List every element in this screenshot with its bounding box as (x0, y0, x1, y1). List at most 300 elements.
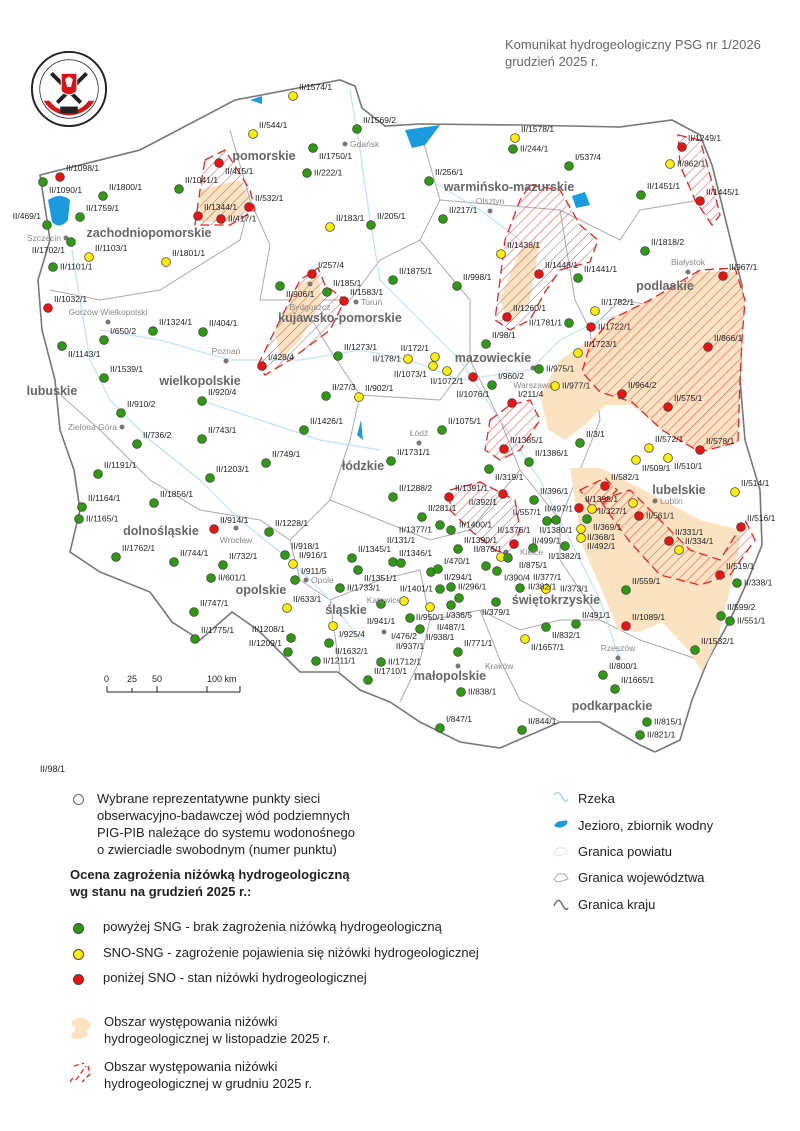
point-marker-green-icon[interactable] (574, 274, 583, 283)
point-marker-green-icon[interactable] (336, 584, 345, 593)
monitoring-point[interactable] (325, 639, 334, 648)
point-marker-green-icon[interactable] (94, 470, 103, 479)
point-marker-green-icon[interactable] (447, 583, 456, 592)
point-marker-red-icon[interactable] (601, 482, 610, 491)
point-marker-red-icon[interactable] (618, 390, 627, 399)
monitoring-point[interactable] (389, 558, 398, 567)
point-marker-green-icon[interactable] (354, 566, 363, 575)
monitoring-point[interactable] (445, 493, 454, 502)
point-marker-green-icon[interactable] (175, 185, 184, 194)
monitoring-point[interactable] (455, 594, 464, 603)
point-marker-yellow-icon[interactable] (283, 604, 292, 613)
point-marker-green-icon[interactable] (516, 584, 525, 593)
point-marker-yellow-icon[interactable] (289, 92, 298, 101)
point-marker-red-icon[interactable] (635, 512, 644, 521)
monitoring-point[interactable] (367, 221, 376, 230)
point-marker-yellow-icon[interactable] (666, 160, 675, 169)
point-marker-red-icon[interactable] (508, 399, 517, 408)
point-marker-red-icon[interactable] (308, 270, 317, 279)
monitoring-point[interactable] (436, 521, 445, 530)
point-marker-green-icon[interactable] (149, 327, 158, 336)
point-marker-red-icon[interactable] (587, 323, 596, 332)
monitoring-point[interactable] (576, 439, 585, 448)
point-marker-red-icon[interactable] (499, 490, 508, 499)
point-marker-red-icon[interactable] (445, 493, 454, 502)
point-marker-green-icon[interactable] (611, 685, 620, 694)
monitoring-point[interactable] (542, 623, 551, 632)
point-marker-green-icon[interactable] (733, 579, 742, 588)
monitoring-point[interactable] (454, 545, 463, 554)
point-marker-green-icon[interactable] (691, 646, 700, 655)
point-marker-red-icon[interactable] (245, 203, 254, 212)
monitoring-point[interactable] (85, 253, 94, 262)
monitoring-point[interactable] (453, 282, 462, 291)
monitoring-point[interactable] (641, 247, 650, 256)
monitoring-point[interactable] (611, 685, 620, 694)
point-marker-green-icon[interactable] (389, 558, 398, 567)
point-marker-green-icon[interactable] (389, 276, 398, 285)
point-marker-green-icon[interactable] (133, 440, 142, 449)
point-marker-red-icon[interactable] (696, 446, 705, 455)
monitoring-point[interactable] (284, 648, 293, 657)
monitoring-point[interactable] (308, 270, 317, 279)
point-marker-green-icon[interactable] (291, 576, 300, 585)
point-marker-green-icon[interactable] (322, 392, 331, 401)
monitoring-point[interactable] (406, 614, 415, 623)
point-marker-green-icon[interactable] (39, 178, 48, 187)
monitoring-point[interactable] (191, 635, 200, 644)
monitoring-point[interactable] (397, 559, 406, 568)
monitoring-point[interactable] (726, 617, 735, 626)
monitoring-point[interactable] (404, 355, 413, 364)
monitoring-point[interactable] (175, 185, 184, 194)
monitoring-point[interactable] (457, 688, 466, 697)
point-marker-green-icon[interactable] (265, 528, 274, 537)
point-marker-green-icon[interactable] (643, 718, 652, 727)
point-marker-green-icon[interactable] (276, 282, 285, 291)
monitoring-point[interactable] (112, 553, 121, 562)
monitoring-point[interactable] (665, 537, 674, 546)
monitoring-point[interactable] (530, 496, 539, 505)
monitoring-point[interactable] (355, 393, 364, 402)
monitoring-point[interactable] (194, 212, 203, 221)
point-marker-green-icon[interactable] (434, 565, 443, 574)
point-marker-green-icon[interactable] (561, 542, 570, 551)
point-marker-red-icon[interactable] (503, 313, 512, 322)
point-marker-green-icon[interactable] (198, 397, 207, 406)
monitoring-point[interactable] (219, 561, 228, 570)
point-marker-green-icon[interactable] (262, 459, 271, 468)
monitoring-point[interactable] (117, 409, 126, 418)
point-marker-red-icon[interactable] (622, 622, 631, 631)
monitoring-point[interactable] (436, 724, 445, 733)
point-marker-green-icon[interactable] (530, 496, 539, 505)
monitoring-point[interactable] (149, 327, 158, 336)
monitoring-point[interactable] (336, 584, 345, 593)
point-marker-red-icon[interactable] (469, 373, 478, 382)
point-marker-yellow-icon[interactable] (249, 130, 258, 139)
point-marker-green-icon[interactable] (199, 328, 208, 337)
point-marker-red-icon[interactable] (56, 173, 65, 182)
monitoring-point[interactable] (249, 130, 258, 139)
point-marker-yellow-icon[interactable] (577, 534, 586, 543)
monitoring-point[interactable] (664, 454, 673, 463)
point-marker-red-icon[interactable] (217, 215, 226, 224)
monitoring-point[interactable] (643, 718, 652, 727)
point-marker-green-icon[interactable] (323, 288, 332, 297)
monitoring-point[interactable] (276, 282, 285, 291)
monitoring-point[interactable] (245, 203, 254, 212)
monitoring-point[interactable] (291, 576, 300, 585)
monitoring-point[interactable] (67, 238, 76, 247)
point-marker-green-icon[interactable] (206, 474, 215, 483)
point-marker-green-icon[interactable] (219, 561, 228, 570)
monitoring-point[interactable] (704, 343, 713, 352)
point-marker-red-icon[interactable] (535, 270, 544, 279)
point-marker-green-icon[interactable] (637, 191, 646, 200)
monitoring-point[interactable] (389, 276, 398, 285)
point-marker-green-icon[interactable] (207, 574, 216, 583)
monitoring-point[interactable] (629, 499, 638, 508)
point-marker-red-icon[interactable] (575, 504, 584, 513)
monitoring-point[interactable] (439, 215, 448, 224)
point-marker-red-icon[interactable] (258, 362, 267, 371)
monitoring-point[interactable] (516, 584, 525, 593)
monitoring-point[interactable] (500, 445, 509, 454)
monitoring-point[interactable] (289, 92, 298, 101)
point-marker-green-icon[interactable] (170, 558, 179, 567)
point-marker-yellow-icon[interactable] (162, 258, 171, 267)
monitoring-point[interactable] (510, 540, 519, 549)
monitoring-point[interactable] (716, 571, 725, 580)
monitoring-point[interactable] (504, 554, 513, 563)
point-marker-red-icon[interactable] (340, 297, 349, 306)
point-marker-green-icon[interactable] (364, 676, 373, 685)
point-marker-green-icon[interactable] (525, 458, 534, 467)
monitoring-point[interactable] (696, 446, 705, 455)
point-marker-yellow-icon[interactable] (404, 355, 413, 364)
point-marker-green-icon[interactable] (76, 213, 85, 222)
monitoring-point[interactable] (632, 456, 641, 465)
monitoring-point[interactable] (493, 567, 502, 576)
point-marker-yellow-icon[interactable] (511, 134, 520, 143)
point-marker-green-icon[interactable] (100, 336, 109, 345)
monitoring-point[interactable] (574, 349, 583, 358)
point-marker-green-icon[interactable] (447, 526, 456, 535)
monitoring-point[interactable] (447, 601, 456, 610)
monitoring-point[interactable] (322, 392, 331, 401)
monitoring-point[interactable] (162, 258, 171, 267)
monitoring-point[interactable] (443, 367, 452, 376)
monitoring-point[interactable] (482, 562, 491, 571)
point-marker-green-icon[interactable] (583, 515, 592, 524)
point-marker-green-icon[interactable] (518, 726, 527, 735)
monitoring-point[interactable] (100, 374, 109, 383)
point-marker-yellow-icon[interactable] (645, 444, 654, 453)
monitoring-point[interactable] (666, 160, 675, 169)
monitoring-point[interactable] (438, 426, 447, 435)
monitoring-point[interactable] (43, 221, 52, 230)
monitoring-point[interactable] (577, 534, 586, 543)
point-marker-green-icon[interactable] (78, 503, 87, 512)
point-marker-green-icon[interactable] (439, 215, 448, 224)
monitoring-point[interactable] (348, 554, 357, 563)
monitoring-point[interactable] (49, 263, 58, 272)
point-marker-green-icon[interactable] (436, 724, 445, 733)
monitoring-point[interactable] (731, 488, 740, 497)
point-marker-green-icon[interactable] (454, 545, 463, 554)
monitoring-point[interactable] (58, 342, 67, 351)
monitoring-point[interactable] (265, 528, 274, 537)
point-marker-red-icon[interactable] (716, 571, 725, 580)
monitoring-point[interactable] (283, 604, 292, 613)
monitoring-point[interactable] (258, 362, 267, 371)
point-marker-green-icon[interactable] (281, 551, 290, 560)
monitoring-point[interactable] (719, 272, 728, 281)
point-marker-green-icon[interactable] (599, 671, 608, 680)
point-marker-red-icon[interactable] (704, 343, 713, 352)
monitoring-point[interactable] (217, 215, 226, 224)
monitoring-point[interactable] (287, 634, 296, 643)
point-marker-green-icon[interactable] (436, 585, 445, 594)
point-marker-green-icon[interactable] (353, 125, 362, 134)
point-marker-green-icon[interactable] (565, 319, 574, 328)
monitoring-point[interactable] (300, 426, 309, 435)
point-marker-green-icon[interactable] (457, 688, 466, 697)
point-marker-yellow-icon[interactable] (629, 499, 638, 508)
point-marker-green-icon[interactable] (622, 586, 631, 595)
monitoring-point[interactable] (561, 542, 570, 551)
point-marker-green-icon[interactable] (389, 493, 398, 502)
point-marker-green-icon[interactable] (436, 521, 445, 530)
monitoring-point[interactable] (429, 362, 438, 371)
point-marker-green-icon[interactable] (565, 162, 574, 171)
point-marker-green-icon[interactable] (100, 374, 109, 383)
point-marker-yellow-icon[interactable] (675, 546, 684, 555)
monitoring-point[interactable] (99, 192, 108, 201)
point-marker-yellow-icon[interactable] (355, 393, 364, 402)
point-marker-green-icon[interactable] (535, 365, 544, 374)
monitoring-point[interactable] (389, 493, 398, 502)
monitoring-point[interactable] (565, 162, 574, 171)
monitoring-point[interactable] (326, 223, 335, 232)
point-marker-green-icon[interactable] (300, 426, 309, 435)
monitoring-point[interactable] (334, 352, 343, 361)
monitoring-point[interactable] (436, 585, 445, 594)
point-marker-green-icon[interactable] (58, 342, 67, 351)
point-marker-yellow-icon[interactable] (664, 454, 673, 463)
monitoring-point[interactable] (39, 178, 48, 187)
point-marker-red-icon[interactable] (510, 540, 519, 549)
monitoring-point[interactable] (150, 499, 159, 508)
monitoring-point[interactable] (525, 458, 534, 467)
point-marker-yellow-icon[interactable] (577, 525, 586, 534)
point-marker-yellow-icon[interactable] (426, 603, 435, 612)
monitoring-point[interactable] (434, 565, 443, 574)
point-marker-green-icon[interactable] (117, 409, 126, 418)
monitoring-point[interactable] (678, 143, 687, 152)
monitoring-point[interactable] (577, 525, 586, 534)
point-marker-green-icon[interactable] (309, 144, 318, 153)
point-marker-green-icon[interactable] (367, 221, 376, 230)
point-marker-green-icon[interactable] (112, 553, 121, 562)
point-marker-green-icon[interactable] (387, 457, 396, 466)
monitoring-point[interactable] (418, 513, 427, 522)
point-marker-green-icon[interactable] (334, 352, 343, 361)
point-marker-green-icon[interactable] (542, 623, 551, 632)
monitoring-point[interactable] (312, 657, 321, 666)
monitoring-point[interactable] (447, 526, 456, 535)
point-marker-green-icon[interactable] (75, 515, 84, 524)
monitoring-point[interactable] (535, 270, 544, 279)
monitoring-point[interactable] (737, 523, 746, 532)
monitoring-point[interactable] (497, 250, 506, 259)
point-marker-green-icon[interactable] (99, 192, 108, 201)
point-marker-green-icon[interactable] (43, 221, 52, 230)
point-marker-green-icon[interactable] (303, 169, 312, 178)
point-marker-green-icon[interactable] (455, 594, 464, 603)
monitoring-point[interactable] (199, 328, 208, 337)
monitoring-point[interactable] (76, 213, 85, 222)
point-marker-green-icon[interactable] (493, 567, 502, 576)
monitoring-point[interactable] (521, 635, 530, 644)
monitoring-point[interactable] (733, 579, 742, 588)
point-marker-yellow-icon[interactable] (731, 488, 740, 497)
monitoring-point[interactable] (587, 323, 596, 332)
point-marker-green-icon[interactable] (504, 554, 513, 563)
point-marker-green-icon[interactable] (284, 648, 293, 657)
point-marker-red-icon[interactable] (719, 272, 728, 281)
monitoring-point[interactable] (354, 566, 363, 575)
monitoring-point[interactable] (56, 173, 65, 182)
point-marker-green-icon[interactable] (447, 601, 456, 610)
point-marker-green-icon[interactable] (492, 598, 501, 607)
monitoring-point[interactable] (100, 336, 109, 345)
monitoring-point[interactable] (190, 608, 199, 617)
monitoring-point[interactable] (75, 515, 84, 524)
point-marker-red-icon[interactable] (44, 304, 53, 313)
monitoring-point[interactable] (262, 459, 271, 468)
point-marker-green-icon[interactable] (641, 247, 650, 256)
monitoring-point[interactable] (198, 435, 207, 444)
point-marker-green-icon[interactable] (576, 439, 585, 448)
monitoring-point[interactable] (425, 177, 434, 186)
monitoring-point[interactable] (599, 671, 608, 680)
monitoring-point[interactable] (565, 319, 574, 328)
point-marker-green-icon[interactable] (191, 635, 200, 644)
point-marker-red-icon[interactable] (665, 537, 674, 546)
point-marker-green-icon[interactable] (482, 562, 491, 571)
monitoring-point[interactable] (509, 145, 518, 154)
monitoring-point[interactable] (207, 574, 216, 583)
point-marker-green-icon[interactable] (454, 648, 463, 657)
monitoring-point[interactable] (691, 646, 700, 655)
point-marker-green-icon[interactable] (726, 617, 735, 626)
point-marker-green-icon[interactable] (348, 554, 357, 563)
point-marker-green-icon[interactable] (287, 634, 296, 643)
point-marker-yellow-icon[interactable] (497, 250, 506, 259)
monitoring-point[interactable] (636, 731, 645, 740)
point-marker-yellow-icon[interactable] (85, 253, 94, 262)
point-marker-yellow-icon[interactable] (289, 560, 298, 569)
point-marker-green-icon[interactable] (482, 340, 491, 349)
point-marker-green-icon[interactable] (397, 559, 406, 568)
monitoring-point[interactable] (329, 622, 338, 631)
monitoring-point[interactable] (133, 440, 142, 449)
point-marker-green-icon[interactable] (150, 499, 159, 508)
point-marker-yellow-icon[interactable] (588, 505, 597, 514)
point-marker-red-icon[interactable] (215, 159, 224, 168)
monitoring-point[interactable] (591, 307, 600, 316)
monitoring-point[interactable] (210, 525, 219, 534)
point-marker-yellow-icon[interactable] (632, 456, 641, 465)
monitoring-point[interactable] (588, 505, 597, 514)
point-marker-green-icon[interactable] (425, 177, 434, 186)
monitoring-point[interactable] (622, 622, 631, 631)
monitoring-point[interactable] (170, 558, 179, 567)
monitoring-point[interactable] (508, 399, 517, 408)
monitoring-point[interactable] (78, 503, 87, 512)
monitoring-point[interactable] (696, 197, 705, 206)
monitoring-point[interactable] (717, 612, 726, 621)
monitoring-point[interactable] (206, 474, 215, 483)
monitoring-point[interactable] (601, 482, 610, 491)
monitoring-point[interactable] (622, 586, 631, 595)
monitoring-point[interactable] (675, 546, 684, 555)
monitoring-point[interactable] (618, 390, 627, 399)
monitoring-point[interactable] (535, 365, 544, 374)
monitoring-point[interactable] (303, 169, 312, 178)
point-marker-yellow-icon[interactable] (429, 362, 438, 371)
monitoring-point[interactable] (485, 465, 494, 474)
monitoring-point[interactable] (572, 620, 581, 629)
point-marker-red-icon[interactable] (500, 445, 509, 454)
point-marker-yellow-icon[interactable] (329, 622, 338, 631)
monitoring-point[interactable] (511, 134, 520, 143)
monitoring-point[interactable] (503, 313, 512, 322)
monitoring-point[interactable] (575, 504, 584, 513)
point-marker-green-icon[interactable] (67, 238, 76, 247)
monitoring-point[interactable] (454, 648, 463, 657)
point-marker-green-icon[interactable] (509, 145, 518, 154)
monitoring-point[interactable] (499, 490, 508, 499)
monitoring-point[interactable] (281, 551, 290, 560)
monitoring-point[interactable] (340, 297, 349, 306)
monitoring-point[interactable] (492, 598, 501, 607)
point-marker-green-icon[interactable] (190, 608, 199, 617)
point-marker-green-icon[interactable] (453, 282, 462, 291)
monitoring-point[interactable] (364, 676, 373, 685)
point-marker-yellow-icon[interactable] (574, 349, 583, 358)
point-marker-green-icon[interactable] (485, 465, 494, 474)
point-marker-red-icon[interactable] (737, 523, 746, 532)
point-marker-green-icon[interactable] (49, 263, 58, 272)
monitoring-point[interactable] (431, 353, 440, 362)
point-marker-red-icon[interactable] (194, 212, 203, 221)
monitoring-point[interactable] (518, 726, 527, 735)
point-marker-green-icon[interactable] (406, 614, 415, 623)
monitoring-point[interactable] (635, 512, 644, 521)
monitoring-point[interactable] (353, 125, 362, 134)
monitoring-point[interactable] (198, 397, 207, 406)
point-marker-red-icon[interactable] (210, 525, 219, 534)
monitoring-point[interactable] (664, 403, 673, 412)
monitoring-point[interactable] (645, 444, 654, 453)
point-marker-green-icon[interactable] (552, 516, 561, 525)
monitoring-point[interactable] (574, 274, 583, 283)
point-marker-yellow-icon[interactable] (443, 367, 452, 376)
monitoring-point[interactable] (426, 603, 435, 612)
